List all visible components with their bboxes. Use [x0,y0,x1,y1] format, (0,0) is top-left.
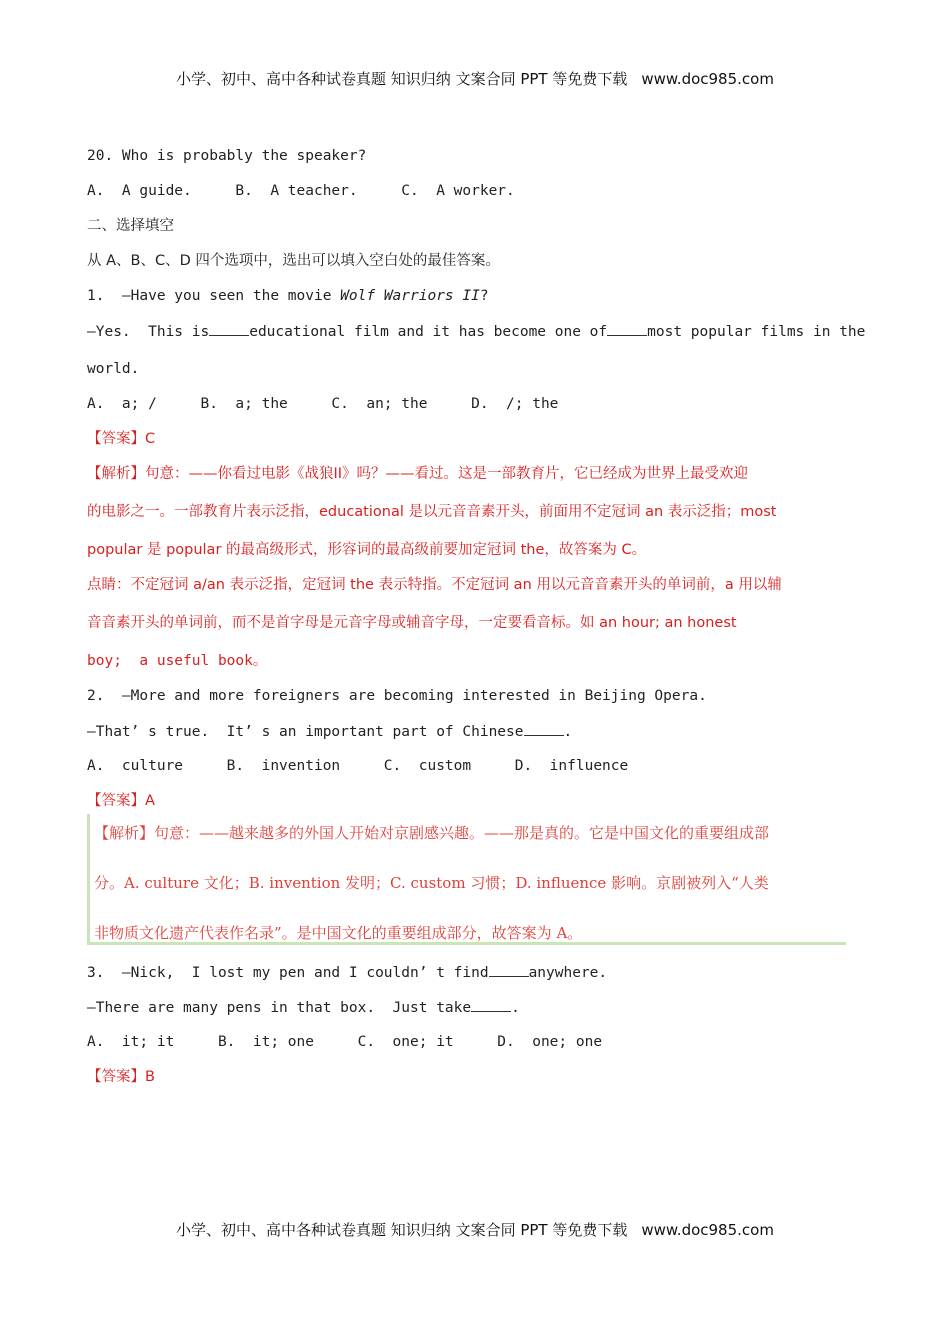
page-footer [0,1219,950,1240]
q3-blank-1 [489,962,529,977]
q3-prompt-a: 3. —Nick, I lost my pen and I couldn’ t find [87,965,489,981]
q1-reply-b: educational film and it has become one of [249,324,608,340]
q2-prompt: 2. —More and more foreigners are becoming interested in Beijing Opera. [87,688,707,704]
q1-analysis-2: 的电影之一。一部教育片表示泛指，educational 是以元音音素开头，前面用不定冠词 an 表示泛指；most [87,504,777,520]
section-instruction: 从 A、B、C、D 四个选项中，选出可以填入空白处的最佳答案。 [87,253,500,269]
q2-blank [524,721,564,736]
q3-answer: 【答案】B [87,1069,155,1085]
q1-answer: 【答案】C [87,431,156,447]
q1-prompt [87,286,489,306]
q1-reply-end: world. [87,361,140,377]
q1-tip-3: boy; a useful book。 [87,653,268,669]
q1-tip-1: 点睛：不定冠词 a/an 表示泛指，定冠词 the 表示特指。不定冠词 an 用以元音音素开头的单词前，a 用以辅 [87,577,782,593]
q3-prompt-end: anywhere. [528,965,608,981]
q20-options: A. A guide. B. A teacher. C. A worker. [87,183,515,199]
q1-blank-2 [607,321,647,336]
footer-url[interactable]: www.doc985.com [641,1221,774,1239]
q3-options: A. it; it B. it; one C. one; it D. one; one [87,1034,603,1050]
q1-options: A. a; / B. a; the C. an; the D. /; the [87,396,559,412]
page-header [0,68,950,89]
q2-analysis-1: 【解析】句意：——越来越多的外国人开始对京剧感兴趣。——那是真的。它是中国文化的重要组成部 [94,824,770,842]
q2-answer: 【答案】A [87,793,155,809]
q1-prompt-pre: 1. —Have you seen the movie [87,288,341,304]
q2-reply-end: . [563,724,573,740]
q2-analysis-3: 非物质文化遗产代表作名录”。是中国文化的重要组成部分，故答案为 A。 [94,924,583,942]
q1-reply-a: —Yes. This is [87,324,210,340]
header-text: 小学、初中、高中各种试卷真题 知识归纳 文案合同 PPT 等免费下载 [176,70,628,88]
q2-analysis-box [87,814,846,945]
q3-reply-a: —There are many pens in that box. Just take [87,1000,472,1016]
header-url[interactable]: www.doc985.com [641,70,774,88]
section-title: 二、选择填空 [87,218,174,234]
q3-reply-end: . [511,1000,520,1016]
q1-tip-2: 音音素开头的单词前，而不是首字母是元音字母或辅音字母，一定要看音标。如 an hour; an honest [87,615,737,631]
q2-reply [87,721,572,742]
q3-prompt [87,962,607,983]
q3-blank-2 [471,997,511,1012]
q1-movie-title: Wolf Warriors II [340,288,480,304]
q20-question: 20. Who is probably the speaker? [87,148,367,164]
q1-reply-c: most popular films in the [647,324,866,340]
q2-options: A. culture B. invention C. custom D. influence [87,758,629,774]
q3-reply [87,997,520,1018]
q2-analysis-2: 分。A. culture 文化；B. invention 发明；C. custom 习惯；D. influence 影响。京剧被列入“人类 [94,874,769,892]
footer-text: 小学、初中、高中各种试卷真题 知识归纳 文案合同 PPT 等免费下载 [176,1221,628,1239]
q1-blank-1 [209,321,249,336]
q1-analysis-3: popular 是 popular 的最高级形式，形容词的最高级前要加定冠词 the，故答案为 C。 [87,542,647,558]
q1-analysis-1: 【解析】句意：——你看过电影《战狼II》吗？——看过。这是一部教育片，它已经成为世界上最受欢迎 [87,466,749,482]
q2-reply-a: —That’ s true. It’ s an important part of Chinese [87,724,524,740]
q1-prompt-post: ? [479,288,489,304]
q1-reply [87,321,865,342]
